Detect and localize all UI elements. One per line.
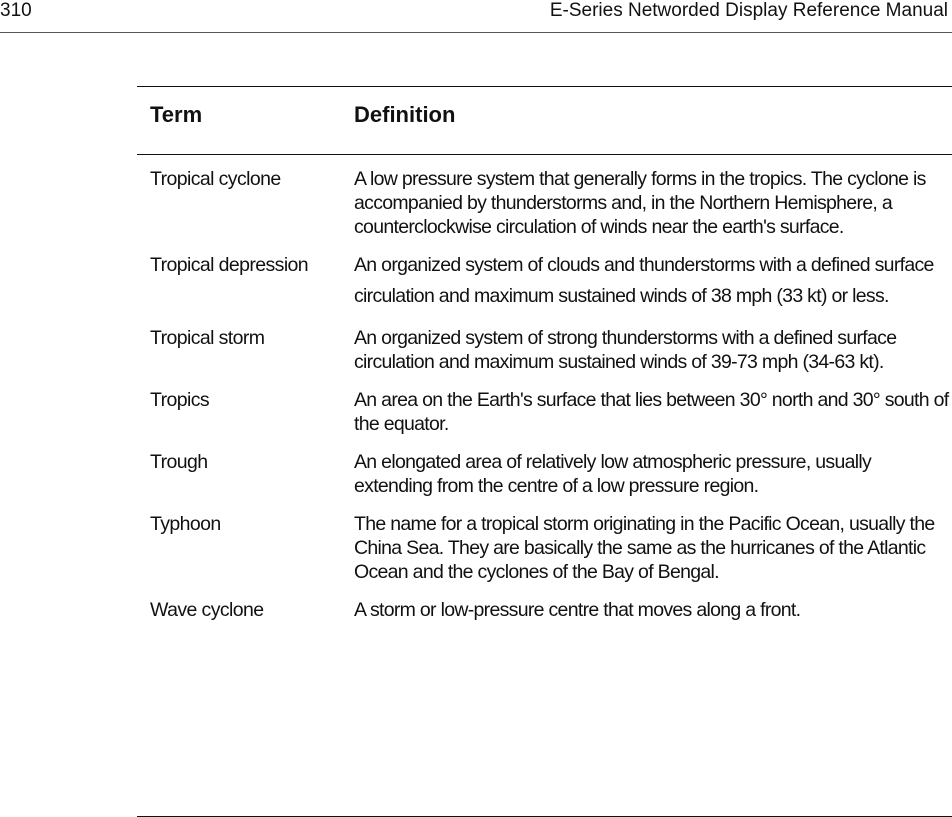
column-header-definition: Definition xyxy=(354,102,456,127)
definition-cell: A storm or low-pressure centre that moves along a front. xyxy=(354,599,801,621)
definition-cell: A low pressure system that generally forms in the tropics. The cyclone is accompanied by thunderstorms and, in the Northern Hemisphere, a counterclockwise circulation of winds near the earth's surface. xyxy=(354,168,926,238)
table-row xyxy=(137,512,952,584)
manual-title: E-Series Networded Display Reference Manual xyxy=(549,0,948,21)
table-row xyxy=(137,326,952,374)
table-header-row xyxy=(137,87,952,155)
term-cell: Tropical cyclone xyxy=(150,168,281,190)
table-row xyxy=(137,167,952,239)
term-cell: Tropical storm xyxy=(150,327,265,349)
definition-cell: An area on the Earth's surface that lies between 30° north and 30° south of the equator. xyxy=(354,389,949,435)
table-row xyxy=(137,388,952,436)
page-header xyxy=(0,0,952,33)
term-cell: Tropics xyxy=(150,389,210,411)
term-cell: Tropical depression xyxy=(150,254,309,276)
term-cell: Wave cyclone xyxy=(150,599,264,621)
definition-cell: An elongated area of relatively low atmospheric pressure, usually extending from the centre of a low pressure region. xyxy=(354,451,872,497)
table-row xyxy=(137,598,952,622)
table-row xyxy=(137,450,952,498)
table-body xyxy=(137,167,952,636)
glossary-table xyxy=(137,86,952,817)
definition-cell: The name for a tropical storm originating in the Pacific Ocean, usually the China Sea. They are basically the same as the hurricanes of the Atlantic Ocean and the cyclones of the Bay of Bengal. xyxy=(354,513,935,583)
definition-cell: An organized system of strong thunderstorms with a defined surface circulation and maximum sustained winds of 39-73 mph (34-63 kt). xyxy=(354,327,897,373)
column-header-term: Term xyxy=(150,102,203,127)
term-cell: Trough xyxy=(150,451,208,473)
table-row xyxy=(137,253,952,312)
page-number: 310 xyxy=(0,0,32,21)
definition-cell: An organized system of clouds and thunderstorms with a defined surface circulation and maximum sustained winds of 38 mph (33 kt) or less. xyxy=(354,254,934,307)
term-cell: Typhoon xyxy=(150,513,221,535)
